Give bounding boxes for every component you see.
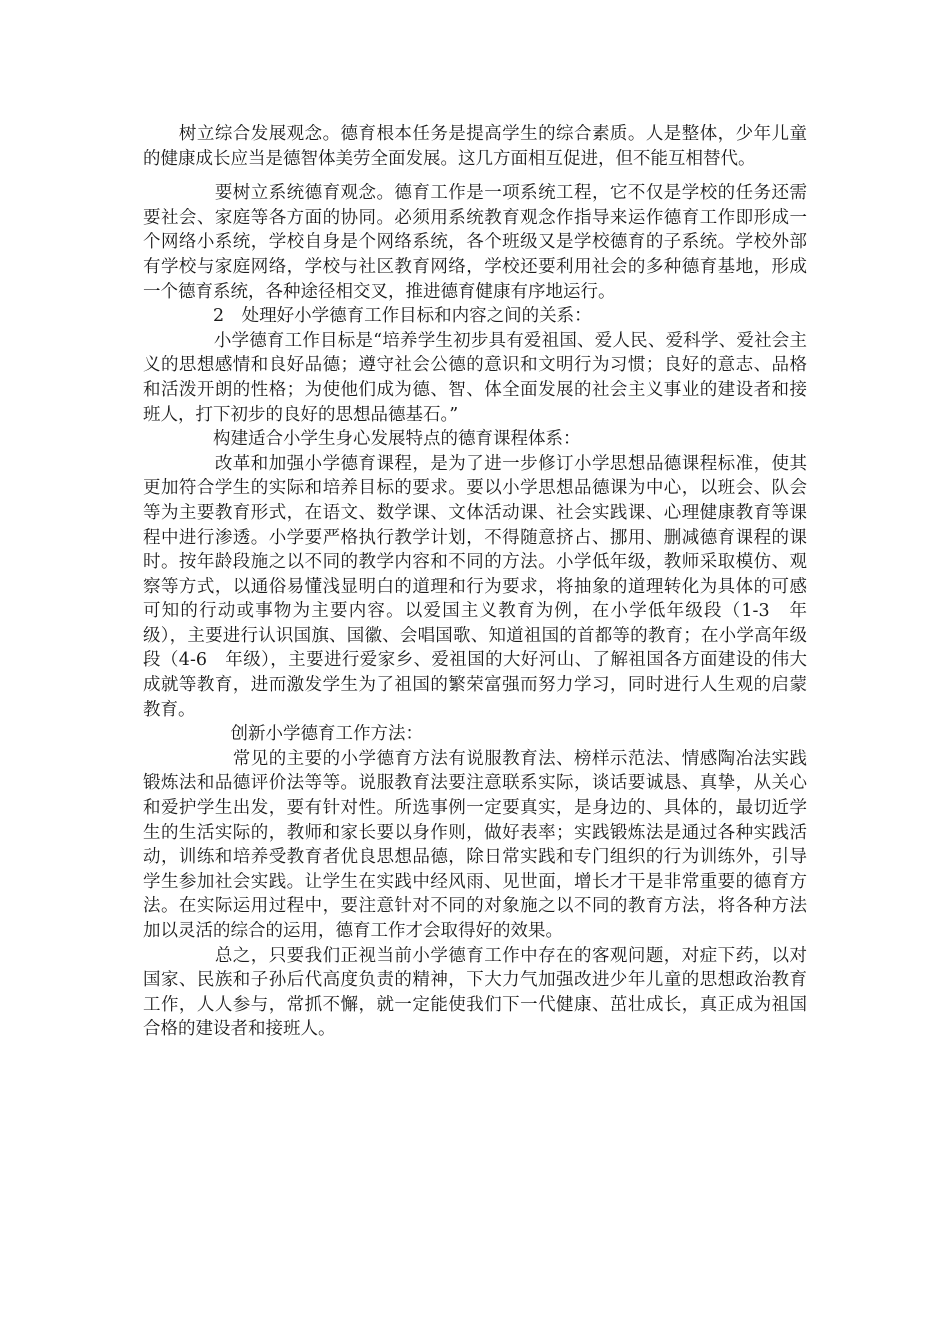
paragraph-curriculum-reform: 改革和加强小学德育课程，是为了进一步修订小学思想品德课程标准，使其更加符合学生的实际和培养目标的要求。要以小学思想品德课为中心，以班会、队会等为主要教育形式，在语文、数学课、文体活动课、社会实践课、心理健康教育等课程中进行渗透。小学要严格执行教学计划，不得随意挤占、挪用、删减德育课程的课时。按年龄段施之以不同的教学内容和不同的方法。小学低年级，教师采取模仿、观察等方式，以通俗易懂浅显明白的道理和行为要求，将抽象的道理转化为具体的可感可知的行动或事物为主要内容。以爱国主义教育为例，在小学低年级段（1-3 年级），主要进行认识国旗、国徽、会唱国歌、知道祖国的首都等的教育；在小学高年级段（4-6 年级），主要进行爱家乡、爱祖国的大好河山、了解祖国各方面建设的伟大成就等教育，进而激发学生为了祖国的繁荣富强而努力学习，同时进行人生观的启蒙教育。 xyxy=(143,453,807,720)
paragraph-moral-education-goals: 小学德育工作目标是“培养学生初步具有爱祖国、爱人民、爱科学、爱社会主义的思想感情和良好品德；遵守社会公德的意识和文明行为习惯；良好的意志、品格和活泼开朗的性格；为使他们成为德、智、体全面发展的社会主义事业的建设者和接班人，打下初步的良好的思想品德基石。” xyxy=(143,330,807,425)
section-heading-goals-and-content: 2 处理好小学德育工作目标和内容之间的关系： xyxy=(143,306,592,327)
paragraph-comprehensive-development: 树立综合发展观念。德育根本任务是提高学生的综合素质。人是整体，少年儿童的健康成长应当是德智体美劳全面发展。这几方面相互促进，但不能互相替代。 xyxy=(143,124,807,169)
section-heading-innovative-methods: 创新小学德育工作方法： xyxy=(143,724,423,745)
paragraph-systematic-moral-education: 要树立系统德育观念。德育工作是一项系统工程，它不仅是学校的任务还需要社会、家庭等各方面的协同。必须用系统教育观念作指导来运作德育工作即形成一个网络小系统，学校自身是个网络系统，各个班级又是学校德育的子系统。学校外部有学校与家庭网络，学校与社区教育网络，学校还要利用社会的多种德育基地，形成一个德育系统，各种途径相交叉，推进德育健康有序地运行。 xyxy=(143,183,807,302)
section-heading-curriculum-system: 构建适合小学生身心发展特点的德育课程体系： xyxy=(143,429,581,450)
document-body xyxy=(143,122,807,1042)
paragraph-conclusion: 总之，只要我们正视当前小学德育工作中存在的客观问题，对症下药，以对国家、民族和子孙后代高度负责的精神，下大力气加强改进少年儿童的思想政治教育工作，人人参与，常抓不懈，就一定能使我们下一代健康、茁壮成长，真正成为祖国合格的建设者和接班人。 xyxy=(143,945,807,1040)
paragraph-common-methods: 常见的主要的小学德育方法有说服教育法、榜样示范法、情感陶冶法实践锻炼法和品德评价法等等。说服教育法要注意联系实际，谈话要诚恳、真挚，从关心和爱护学生出发，要有针对性。所选事例一定要真实，是身边的、具体的，最切近学生的生活实际的，教师和家长要以身作则，做好表率；实践锻炼法是通过各种实践活动，训练和培养受教育者优良思想品德，除日常实践和专门组织的行为训练外，引导学生参加社会实践。让学生在实践中经风雨、见世面，增长才干是非常重要的德育方法。在实际运用过程中，要注意针对不同的对象施之以不同的教育方法，将各种方法加以灵活的综合的运用，德育工作才会取得好的效果。 xyxy=(143,748,807,941)
